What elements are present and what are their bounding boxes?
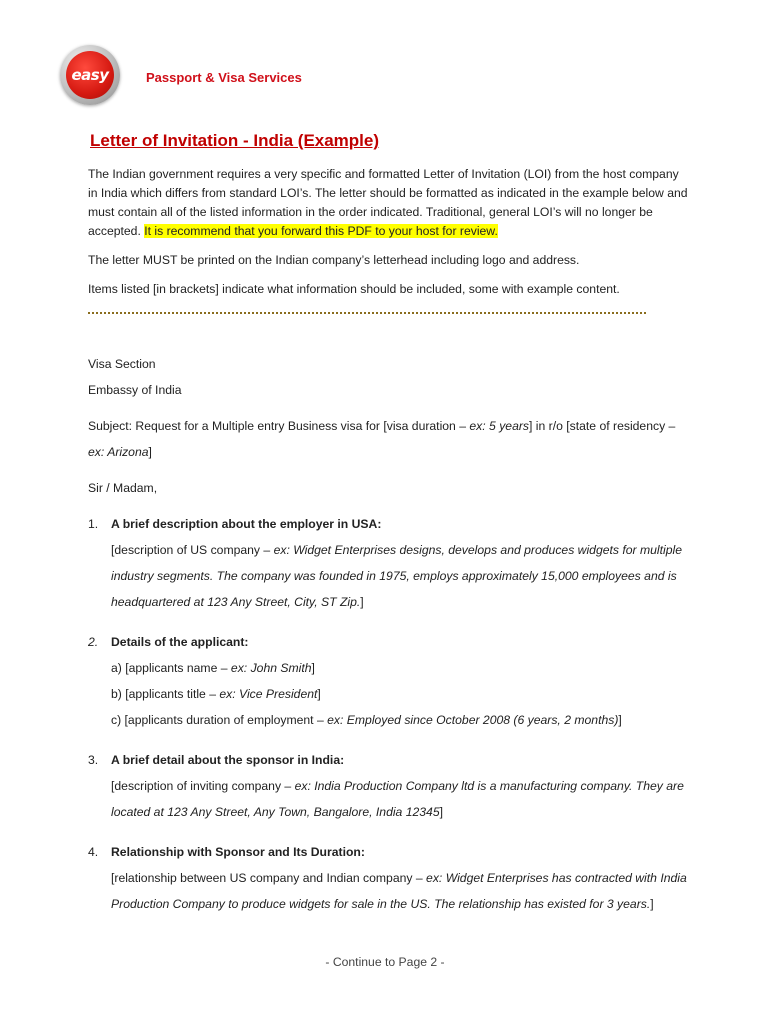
applicant-duration-item [111,707,688,733]
intro-text: The Indian government requires a very specific and formatted Letter of Invitation (LOI) from the host company in India which differs from standard LOI’s. The letter should be formatted as indicated in the example below and must contain all of the listed information in the order indicated. Traditional, general LOI’s will no longer be accepted. [88,167,688,238]
item-suffix: ] [618,713,622,727]
section-title: A brief detail about the sponsor in India: [111,753,345,767]
letter-example [88,351,688,917]
section-title: Details of the applicant: [111,635,249,649]
section-applicant [88,629,688,733]
address-line-2: Embassy of India [88,383,182,397]
section-description [111,537,688,615]
subject-text: Subject: Request for a Multiple entry Business visa for [visa duration – [88,419,470,433]
document-title: Letter of Invitation - India (Example) [90,131,380,150]
subject-text-3: ] [148,445,152,459]
section-description [111,773,688,825]
intro-block [88,165,688,309]
item-prefix: c) [applicants duration of employment – [111,713,328,727]
section-employer [88,511,688,615]
section-sponsor [88,747,688,825]
subject-text-2: ] in r/o [state of residency – [529,419,676,433]
desc-prefix: [description of inviting company – [111,779,295,793]
logo-badge [66,51,114,99]
brand-name: Passport & Visa Services [146,70,302,85]
section-title: Relationship with Sponsor and Its Duration: [111,845,365,859]
section-number: 4. [88,845,99,859]
section-relationship [88,839,688,917]
desc-example: ex: Widget Enterprises designs, develops and produces widgets for multiple industry segments. The company was founded in 1975, employs approximately 15,000 employees and is headquartered at 123 Any Street, City, ST Zip. [111,543,682,609]
continue-footer: - Continue to Page 2 - [325,955,445,969]
item-example: ex: John Smith [230,661,312,675]
item-suffix: ] [317,687,321,701]
dotted-divider [88,312,646,314]
intro-paragraph-2: The letter MUST be printed on the Indian company’s letterhead including logo and address. [88,253,580,267]
section-description [111,865,688,917]
desc-prefix: [description of US company – [111,543,274,557]
item-suffix: ] [311,661,315,675]
desc-suffix: ] [360,595,364,609]
item-prefix: b) [applicants title – [111,687,220,701]
intro-paragraph-3: Items listed [in brackets] indicate what information should be included, some with example content. [88,282,620,296]
item-example: ex: Employed since October 2008 (6 years, 2 months) [327,713,619,727]
item-prefix: a) [applicants name – [111,661,231,675]
desc-example: ex: India Production Company ltd is a manufacturing company. They are located at 123 Any Street, Any Town, Bangalore, India 12345 [111,779,684,819]
applicant-name-item [111,655,688,681]
section-title: A brief description about the employer in USA: [111,517,382,531]
logo-text: easy [71,66,109,84]
easy-logo [60,45,120,105]
address-line-1: Visa Section [88,357,156,371]
intro-paragraph-1 [88,165,688,241]
subject-line [88,413,688,465]
salutation: Sir / Madam, [88,481,158,495]
desc-suffix: ] [439,805,443,819]
section-number: 2. [88,635,99,649]
applicant-title-item [111,681,688,707]
desc-example: ex: Widget Enterprises has contracted with India Production Company to produce widgets for sale in the US. The relationship has existed for 3 years. [111,871,687,911]
section-number: 1. [88,517,99,531]
item-example: ex: Vice President [219,687,318,701]
section-number: 3. [88,753,99,767]
highlighted-recommendation: It is recommend that you forward this PDF to your host for review. [144,224,498,238]
subject-example-state: ex: Arizona [88,445,149,459]
desc-suffix: ] [650,897,654,911]
desc-prefix: [relationship between US company and Indian company – [111,871,427,885]
subject-example-duration: ex: 5 years [469,419,530,433]
